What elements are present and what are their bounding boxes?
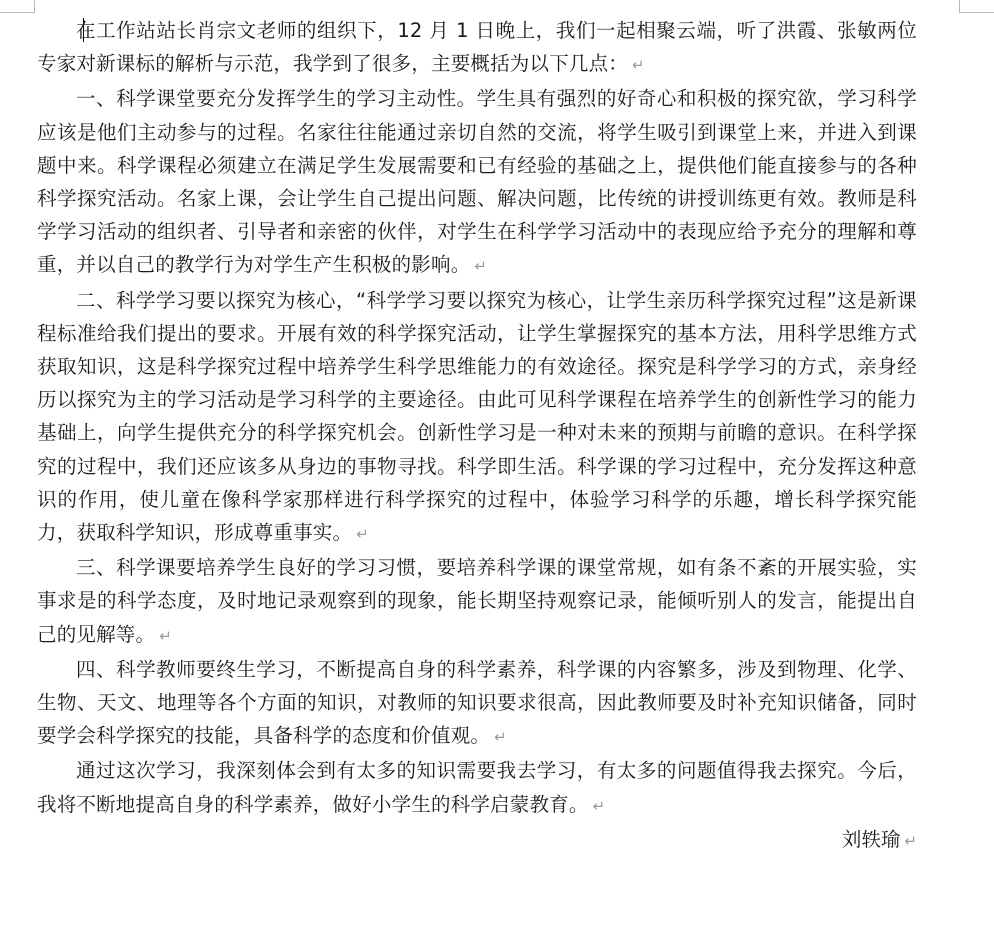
- paragraph-text: 三、科学课要培养学生良好的学习习惯，要培养科学课的课堂常规，如有条不紊的开展实验，实事求是的科学态度，及时地记录观察到的现象，能长期坚持观察记录，能倾听别人的发言，能提出自己的见解等。: [37, 556, 917, 646]
- paragraph-mark: ↵: [494, 728, 507, 747]
- paragraph-point-1[interactable]: [37, 82, 917, 283]
- paragraph-text: 四、科学教师要终生学习，不断提高自身的科学素养，科学课的内容繁多，涉及到物理、化学、生物、天文、地理等各个方面的知识，对教师的知识要求很高，因此教师要及时补充知识储备，同时要学会科学探究的技能，具备科学的态度和价值观。: [37, 657, 917, 748]
- signature-text: 刘轶瑜: [841, 827, 901, 851]
- paragraph-text: 通过这次学习，我深刻体会到有太多的知识需要我去学习，有太多的问题值得我去探究。今后，我将不断地提高自身的科学素养，做好小学生的科学启蒙教育。: [37, 759, 917, 816]
- paragraph-mark: ↵: [592, 796, 606, 815]
- paragraph-point-2[interactable]: [37, 284, 917, 552]
- paragraph-mark: ↵: [632, 56, 645, 75]
- document-body[interactable]: [37, 14, 917, 858]
- paragraph-mark: ↵: [904, 831, 917, 850]
- page-corner-mark-top-left: [0, 0, 35, 13]
- paragraph-text: 在工作站站长肖宗文老师的组织下，12 月 1 日晚上，我们一起相聚云端，听了洪霞、张敏两位专家对新课标的解析与示范，我学到了很多，主要概括为以下几点：: [37, 19, 917, 76]
- paragraph-text: 二、科学学习要以探究为核心，“科学学习要以探究为核心，让学生亲历科学探究过程”这是新课程标准给我们提出的要求。开展有效的科学探究活动，让学生掌握探究的基本方法，用科学思维方式获取知识，这是科学探究过程中培养学生科学思维能力的有效途径。探究是科学学习的方式，亲身经历以探究为主的学习活动是学习科学的主要途径。由此可见科学课程在培养学生的创新性学习的能力基础上，向学生提供充分的科学探究机会。创新性学习是一种对未来的预期与前瞻的意识。在科学探究的过程中，我们还应该多从身边的事物寻找。科学即生活。科学课的学习过程中，充分发挥这种意识的作用，使儿童在像科学家那样进行科学探究的过程中，体验学习科学的乐趣，增长科学探究能力，获取科学知识，形成尊重事实。: [37, 288, 917, 545]
- paragraph-mark: ↵: [356, 525, 369, 544]
- paragraph-intro[interactable]: [37, 14, 917, 82]
- paragraph-mark: ↵: [474, 257, 488, 276]
- paragraph-point-3[interactable]: [37, 551, 917, 653]
- page-corner-mark-top-right: [959, 0, 994, 13]
- paragraph-point-4[interactable]: [37, 653, 917, 755]
- paragraph-text: 一、科学课堂要充分发挥学生的学习主动性。学生具有强烈的好奇心和积极的探究欲，学习科学应该是他们主动参与的过程。名家往往能通过亲切自然的交流，将学生吸引到课堂上来，并进入到课题中来。科学课程必须建立在满足学生发展需要和已有经验的基础之上，提供他们能直接参与的各种科学探究活动。名家上课，会让学生自己提出问题、解决问题，比传统的讲授训练更有效。教师是科学学习活动的组织者、引导者和亲密的伙伴，对学生在科学学习活动中的表现应给予充分的理解和尊重，并以自己的教学行为对学生产生积极的影响。: [37, 87, 917, 277]
- author-signature[interactable]: [37, 823, 917, 858]
- paragraph-conclusion[interactable]: [37, 754, 917, 822]
- paragraph-mark: ↵: [159, 626, 172, 645]
